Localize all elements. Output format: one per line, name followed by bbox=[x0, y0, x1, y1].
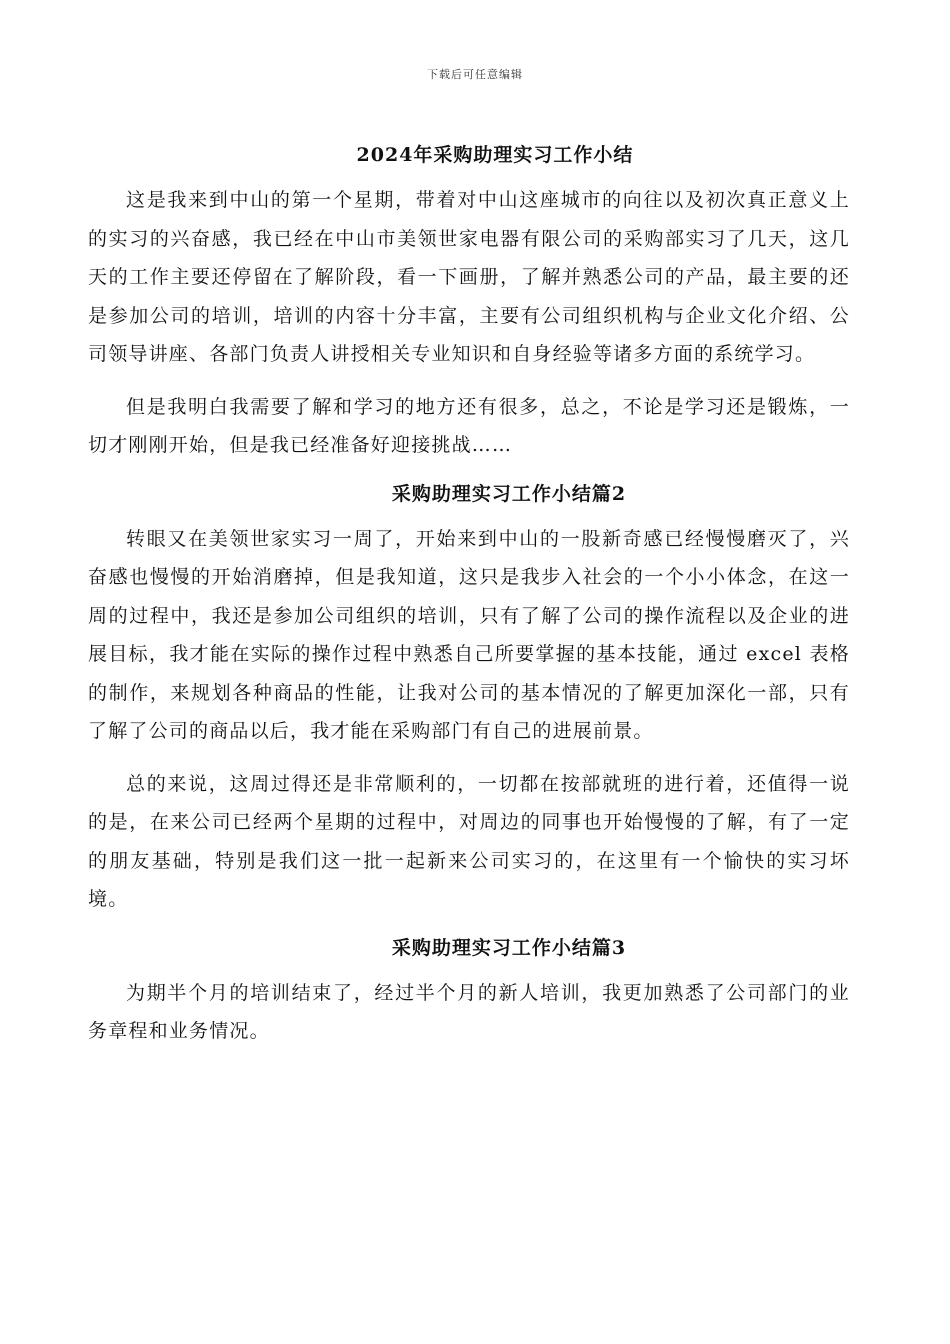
paragraph: 为期半个月的培训结束了，经过半个月的新人培训，我更加熟悉了公司部门的业务章程和业务情况。 bbox=[88, 981, 850, 1042]
section-title: 采购助理实习工作小结篇3 bbox=[391, 936, 627, 959]
paragraph: 总的来说，这周过得还是非常顺利的，一切都在按部就班的进行着，还值得一说的是，在来公司已经两个星期的过程中，对周边的同事也开始慢慢的了解，有了一定的朋友基础，特别是我们这一批一起新来公司实习的，在这里有一个愉快的实习坏境。 bbox=[88, 772, 850, 910]
paragraph: 这是我来到中山的第一个星期，带着对中山这座城市的向往以及初次真正意义上的实习的兴奋感，我已经在中山市美领世家电器有限公司的采购部实习了几天，这几天的工作主要还停留在了解阶段，看一下画册，了解并熟悉公司的产品，最主要的还是参加公司的培训，培训的内容十分丰富，主要有公司组织机构与企业文化介绍、公司领导讲座、各部门负责人讲授相关专业知识和自身经验等诸多方面的系统学习。 bbox=[88, 189, 850, 365]
section-title: 采购助理实习工作小结篇2 bbox=[391, 482, 627, 505]
document-body bbox=[88, 140, 850, 1065]
header-note: 下载后可任意编辑 bbox=[427, 68, 523, 81]
paragraph: 但是我明白我需要了解和学习的地方还有很多，总之，不论是学习还是锻炼，一切才刚刚开始，但是我已经准备好迎接挑战…… bbox=[88, 395, 850, 456]
paragraph: 转眼又在美领世家实习一周了，开始来到中山的一股新奇感已经慢慢磨灭了，兴奋感也慢慢的开始消磨掉，但是我知道，这只是我步入社会的一个小小体念，在这一周的过程中，我还是参加公司组织的培训，只有了解了公司的操作流程以及企业的进展目标，我才能在实际的操作过程中熟悉自己所要掌握的基本技能，通过 excel 表格的制作，来规划各种商品的性能，让我对公司的基本情况的了解更加深化一部，只有了解了公司的商品以后，我才能在采购部门有自己的进展前景。 bbox=[88, 527, 850, 742]
main-title: 2024年采购助理实习工作小结 bbox=[356, 144, 634, 166]
